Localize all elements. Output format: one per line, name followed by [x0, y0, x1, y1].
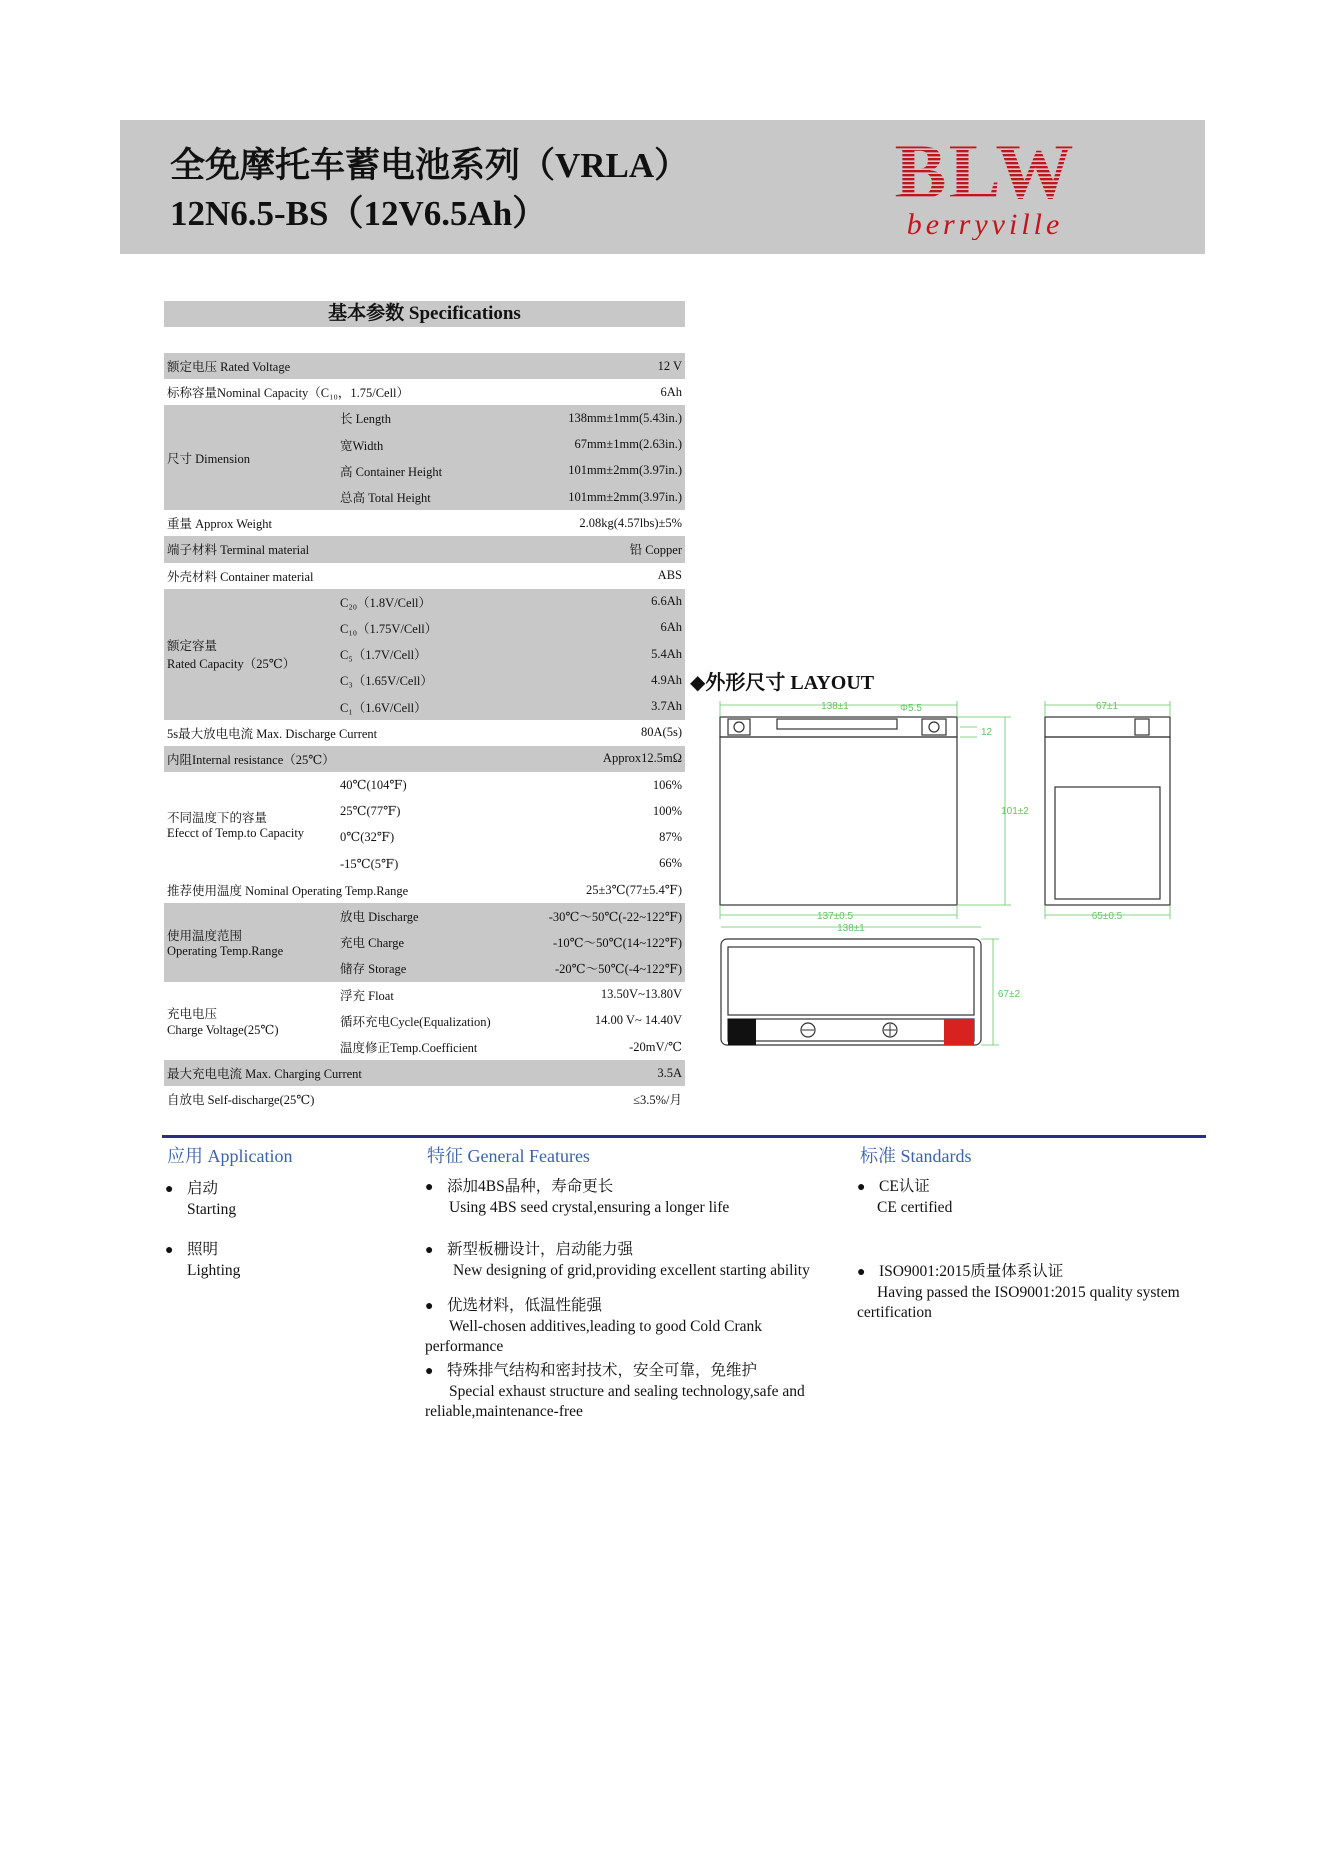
- negative-terminal: [728, 1019, 756, 1045]
- spec-label: 自放电 Self-discharge(25℃): [167, 1093, 315, 1108]
- spec-value: ≤3.5%/月: [633, 1093, 682, 1108]
- dim-length-label: 138±1: [821, 701, 849, 712]
- spec-value: 106%: [652, 777, 682, 792]
- spec-sub-label: 储存 Storage: [337, 955, 535, 981]
- spec-value: -20mV/℃: [629, 1039, 682, 1054]
- spec-sub-label: C₁（1.6V/Cell）: [337, 693, 535, 719]
- spec-label-en: Operating Temp.Range: [167, 943, 284, 958]
- spec-label: [164, 589, 337, 720]
- item-cn: 特殊排气结构和密封技术，安全可靠，免维护: [447, 1362, 758, 1379]
- spec-value: 5.4Ah: [535, 641, 685, 667]
- table-row: [164, 563, 685, 589]
- spec-sub-label: 浮充 Float: [340, 988, 394, 1003]
- bullet-icon: ●: [857, 1265, 866, 1280]
- spec-sub-label: 40℃(104℉): [340, 778, 407, 793]
- dim-height-label: 101±2: [1001, 806, 1029, 817]
- layout-title: ◆外形尺寸 LAYOUT: [690, 672, 875, 694]
- top-body: [721, 939, 981, 1045]
- table-row: [164, 903, 685, 929]
- spec-value: 4.9Ah: [535, 667, 685, 693]
- item-en: Lighting: [187, 1262, 241, 1279]
- dim-hole-label: Φ5.5: [900, 703, 922, 714]
- dim-bottom-len-label: 137±0.5: [816, 911, 854, 922]
- bullet-icon: ●: [425, 1243, 434, 1258]
- spec-sub-label: 放电 Discharge: [337, 903, 535, 929]
- table-row: [164, 405, 685, 431]
- item-cn: 添加4BS晶种，寿命更长: [447, 1178, 614, 1195]
- table-row: [164, 1060, 685, 1086]
- item-en: Special exhaust structure and sealing technology,safe and: [449, 1383, 805, 1400]
- item-en: CE certified: [877, 1199, 953, 1216]
- table-row: [164, 589, 685, 615]
- dim-width-label: 67±1: [1095, 701, 1119, 712]
- dim-12-label: 12: [981, 727, 993, 738]
- table-row: [164, 379, 685, 405]
- header-banner: [120, 120, 1205, 254]
- spec-label: 5s最大放电电流 Max. Discharge Current: [167, 726, 378, 741]
- spec-sub-label: C₃（1.65V/Cell）: [337, 667, 535, 693]
- spec-value: 25±3℃(77±5.4℉): [586, 882, 682, 897]
- spec-label: 重量 Approx Weight: [167, 517, 273, 532]
- spec-label: [164, 903, 337, 982]
- item-cn: 启动: [187, 1180, 219, 1197]
- spec-value: 12 V: [535, 353, 685, 379]
- blw-logo: [865, 130, 1105, 240]
- spec-sub-label: 总高 Total Height: [337, 484, 535, 510]
- table-row: [164, 746, 685, 772]
- item-cn: 新型板栅设计，启动能力强: [447, 1241, 634, 1258]
- item-cn: ISO9001:2015质量体系认证: [879, 1263, 1064, 1280]
- table-row: [164, 1086, 685, 1112]
- list-item: [165, 1179, 236, 1220]
- specifications-title: 基本参数 Specifications: [164, 301, 685, 327]
- spec-sub-label: 宽Width: [337, 432, 535, 458]
- specifications-table: [164, 353, 685, 1112]
- spec-sub-label: 25℃(77℉): [340, 804, 401, 819]
- spec-value: 101mm±2mm(3.97in.): [535, 458, 685, 484]
- list-item: [425, 1296, 835, 1357]
- spec-value: -30℃～50℃(-22~122℉): [535, 903, 685, 929]
- spec-sub-label: 高 Container Height: [337, 458, 535, 484]
- item-cn: 照明: [187, 1241, 219, 1258]
- spec-value: 66%: [659, 856, 682, 871]
- table-row: [164, 772, 685, 798]
- spec-value: 14.00 V~ 14.40V: [594, 1013, 682, 1028]
- side-body: [1045, 737, 1170, 905]
- spec-value: -20℃～50℃(-4~122℉): [535, 955, 685, 981]
- item-en: Using 4BS seed crystal,ensuring a longer life: [449, 1199, 730, 1216]
- standards-heading: 标准 Standards: [860, 1146, 972, 1166]
- spec-label: 标称容量Nominal Capacity（C₁₀，1.75/Cell）: [167, 386, 410, 401]
- table-row: [164, 720, 685, 746]
- table-row: [164, 982, 685, 1008]
- item-en: New designing of grid,providing excellent starting ability: [453, 1262, 810, 1279]
- bullet-icon: ●: [425, 1364, 434, 1379]
- list-item: [165, 1240, 240, 1281]
- spec-label: [164, 772, 337, 877]
- item-cn: CE认证: [879, 1178, 930, 1195]
- bullet-icon: ●: [165, 1243, 174, 1258]
- application-heading: 应用 Application: [167, 1146, 293, 1166]
- product-series-title: 全免摩托车蓄电池系列（VRLA）: [170, 146, 690, 185]
- spec-value: 13.50V~13.80V: [600, 987, 682, 1002]
- front-body: [720, 737, 957, 905]
- features-heading: 特征 General Features: [427, 1146, 590, 1166]
- item-en: Starting: [187, 1201, 237, 1218]
- spec-value: ABS: [657, 568, 682, 583]
- spec-label: 额定电压 Rated Voltage: [164, 353, 535, 379]
- spec-value: -10℃～50℃(14~122℉): [535, 929, 685, 955]
- spec-value: 6Ah: [660, 384, 682, 399]
- list-item: [425, 1361, 835, 1422]
- logo-blw-text: BLW: [894, 130, 1076, 215]
- spec-sub-label: 0℃(32℉): [340, 830, 395, 845]
- spec-label-en: Charge Voltage(25℃): [167, 1022, 279, 1037]
- spec-value: 6Ah: [535, 615, 685, 641]
- spec-value: 2.08kg(4.57lbs)±5%: [579, 515, 682, 530]
- table-row: [164, 536, 685, 562]
- spec-value: 3.7Ah: [535, 693, 685, 719]
- item-en-cont: performance: [425, 1338, 504, 1355]
- spec-label: 推荐使用温度 Nominal Operating Temp.Range: [167, 883, 409, 898]
- dim-top-w-label: 67±2: [997, 989, 1021, 1000]
- spec-sub-label: 充电 Charge: [337, 929, 535, 955]
- bullet-icon: ●: [857, 1180, 866, 1195]
- spec-label-en: Rated Capacity（25℃）: [167, 657, 296, 672]
- side-lid: [1045, 717, 1170, 737]
- dim-top-len-label: 138±1: [837, 923, 865, 934]
- dim-bottom-w-label: 65±0.5: [1091, 911, 1123, 922]
- list-item: [857, 1177, 1202, 1218]
- item-en: Having passed the ISO9001:2015 quality system: [877, 1284, 1180, 1301]
- logo-subtext: berryville: [906, 208, 1064, 240]
- list-item: [425, 1177, 835, 1218]
- spec-value: 138mm±1mm(5.43in.): [535, 405, 685, 431]
- spec-value: 6.6Ah: [535, 589, 685, 615]
- bullet-icon: ●: [425, 1180, 434, 1195]
- spec-label: 尺寸 Dimension: [164, 405, 337, 510]
- spec-label-cn: 使用温度范围: [167, 928, 243, 943]
- table-row: [164, 510, 685, 536]
- spec-label-cn: 不同温度下的容量: [167, 810, 268, 825]
- spec-sub-label: C₅（1.7V/Cell）: [337, 641, 535, 667]
- spec-value: 80A(5s): [641, 725, 682, 740]
- spec-sub-label: C₂₀（1.8V/Cell）: [337, 589, 535, 615]
- item-en: Well-chosen additives,leading to good Cold Crank: [449, 1318, 762, 1335]
- spec-value: 100%: [652, 803, 682, 818]
- item-en-cont: reliable,maintenance-free: [425, 1403, 583, 1420]
- spec-sub-label: C₁₀（1.75V/Cell）: [337, 615, 535, 641]
- spec-value: 铅 Copper: [535, 536, 685, 562]
- battery-layout-drawing: [715, 697, 1175, 1067]
- item-en-cont: certification: [857, 1304, 932, 1321]
- spec-sub-label: -15℃(5℉): [340, 856, 399, 871]
- spec-label-en: Efecct of Temp.to Capacity: [167, 825, 305, 840]
- spec-label-cn: 充电电压: [167, 1006, 218, 1021]
- spec-label: 最大充电电流 Max. Charging Current: [164, 1060, 535, 1086]
- list-item: [857, 1262, 1202, 1323]
- bullet-icon: ●: [425, 1299, 434, 1314]
- table-row: [164, 353, 685, 379]
- spec-value: 87%: [659, 829, 682, 844]
- spec-label: [164, 982, 337, 1061]
- spec-label: 端子材料 Terminal material: [164, 536, 535, 562]
- spec-sub-label: 长 Length: [337, 405, 535, 431]
- spec-value: 101mm±2mm(3.97in.): [535, 484, 685, 510]
- spec-value: 67mm±1mm(2.63in.): [535, 432, 685, 458]
- spec-sub-label: 循环充电Cycle(Equalization): [340, 1014, 491, 1029]
- spec-sub-label: 温度修正Temp.Coefficient: [340, 1040, 478, 1055]
- spec-label: 内阻Internal resistance（25℃）: [164, 746, 535, 772]
- bullet-icon: ●: [165, 1182, 174, 1197]
- table-row: [164, 877, 685, 903]
- product-model-title: 12N6.5-BS（12V6.5Ah）: [170, 194, 548, 233]
- section-divider: [162, 1135, 1206, 1138]
- positive-terminal: [944, 1019, 974, 1045]
- item-cn: 优选材料，低温性能强: [447, 1297, 603, 1314]
- spec-value: 3.5A: [535, 1060, 685, 1086]
- list-item: [425, 1240, 835, 1281]
- spec-value: Approx12.5mΩ: [535, 746, 685, 772]
- spec-label: 外壳材料 Container material: [167, 569, 314, 584]
- spec-label-cn: 额定容量: [167, 639, 218, 654]
